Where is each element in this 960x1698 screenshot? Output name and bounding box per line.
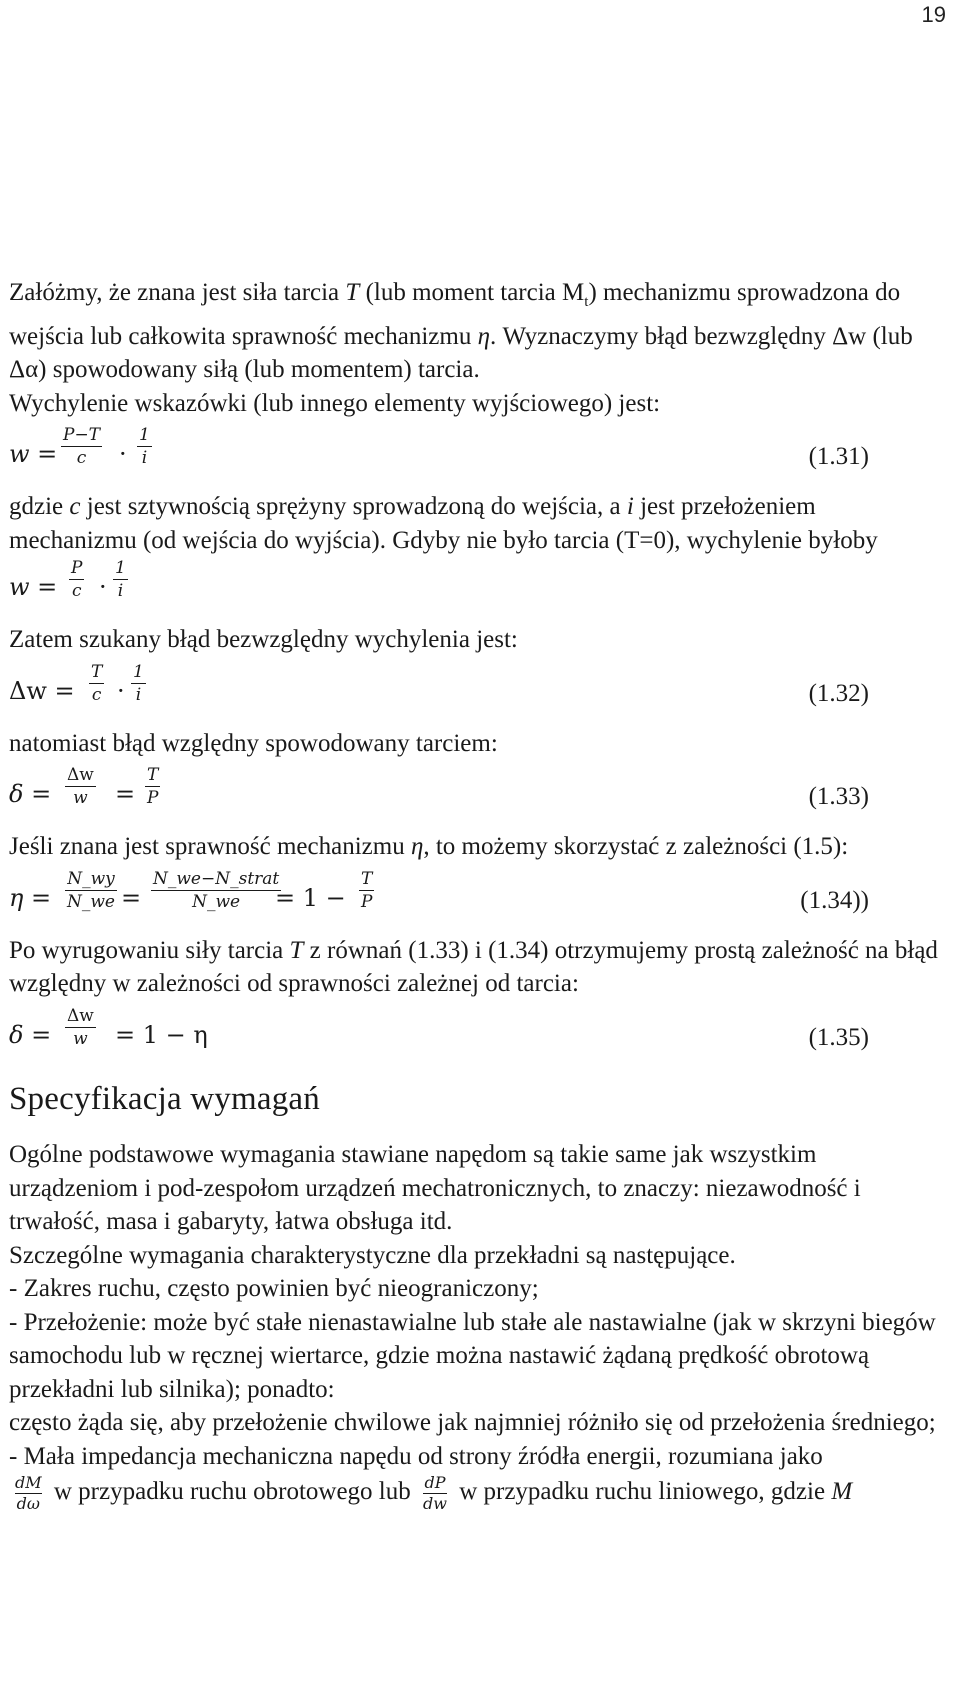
page-number: 19	[921, 2, 946, 27]
paragraph-efficiency: Jeśli znana jest sprawność mechanizmu η, to możemy skorzystać z zależności (1.5):	[9, 833, 849, 860]
list-item-impedance: - Mała impedancja mechaniczna napędu od strony źródła energii, rozumiana jako	[9, 1442, 823, 1470]
list-item-range: - Zakres ruchu, często powinien być nieograniczony;	[9, 1275, 539, 1302]
paragraph-absolute-error: Zatem szukany błąd bezwzględny wychylenia jest:	[9, 626, 518, 653]
document-body	[9, 276, 949, 1514]
equation-free: w = $\frac{P}{c}$ · $\frac{1}{i}$	[9, 558, 126, 601]
equation-1-33: δ = $\frac{\Delta w}{w}$ = $\frac{T}{P}$ (1.33)	[9, 765, 869, 810]
paragraph-intro: Załóżmy, że znana jest siła tarcia T (lub moment tarcia $M_t$) mechanizmu sprowadzona do wejścia lub całkowita sprawność mechanizmu η. Wyznaczymy błąd bezwzględny Δw (lub Δα) spowodowany siłą (lub momentem) tarcia.	[9, 279, 913, 383]
equation-1-31: w = $\frac{P-T}{c}$ · $\frac{1}{i}$ (1.31)	[9, 425, 869, 470]
list-item-ratio: - Przełożenie: może być stałe nienastawialne lub stałe ale nastawialne (jak w skrzyni biegów samochodu lub w ręcznej wiertarce, gdzie można nastawić żądaną prędkość obrotową przekładni lub silnika); ponadto:	[9, 1308, 936, 1403]
paragraph-impedance-definition: $\frac{dM}{d\omega}$ w przypadku ruchu obrotowego lub $\frac{dP}{dw}$ w przypadku ruchu liniowego, gdzie M	[15, 1473, 853, 1513]
paragraph-deflection: Wychylenie wskazówki (lub innego elementy wyjściowego) jest:	[9, 389, 661, 417]
equation-1-34: η = $\frac{N\_wy}{N\_we}$ = N_we−N_strat N_we = 1 − $\frac{T}{P}$ (1.34))	[9, 868, 869, 914]
paragraph-elimination: Po wyrugowaniu siły tarcia T z równań (1.33) i (1.34) otrzymujemy prostą zależność na błąd względny w zależności od sprawności zależnej od tarcia:	[9, 936, 938, 997]
section-heading: Specyfikacja wymagań	[9, 1080, 320, 1117]
paragraph-instant-ratio: często żąda się, aby przełożenie chwilowe jak najmniej różniło się od przełożenia średniego;	[9, 1409, 936, 1436]
paragraph-specific-requirements: Szczególne wymagania charakterystyczne dla przekładni są następujące.	[9, 1241, 736, 1269]
equation-1-32: Δw = $\frac{T}{c}$ · $\frac{1}{i}$ (1.32)	[9, 661, 869, 707]
paragraph-relative-error: natomiast błąd względny spowodowany tarciem:	[9, 729, 498, 757]
paragraph-general-requirements: Ogólne podstawowe wymagania stawiane napędom są takie same jak wszystkim urządzeniom i pod-zespołom urządzeń mechatronicznych, to znaczy: niezawodność i trwałość, masa i gabaryty, łatwa obsługa itd.	[9, 1141, 861, 1235]
paragraph-stiffness: gdzie c jest sztywnością sprężyny sprowadzoną do wejścia, a i jest przełożeniem mechanizmu (od wejścia do wyjścia). Gdyby nie było tarcia (T=0), wychylenie byłoby	[9, 493, 878, 554]
equation-1-35: δ = $\frac{\Delta w}{w}$ = 1 − η (1.35)	[9, 1005, 869, 1051]
